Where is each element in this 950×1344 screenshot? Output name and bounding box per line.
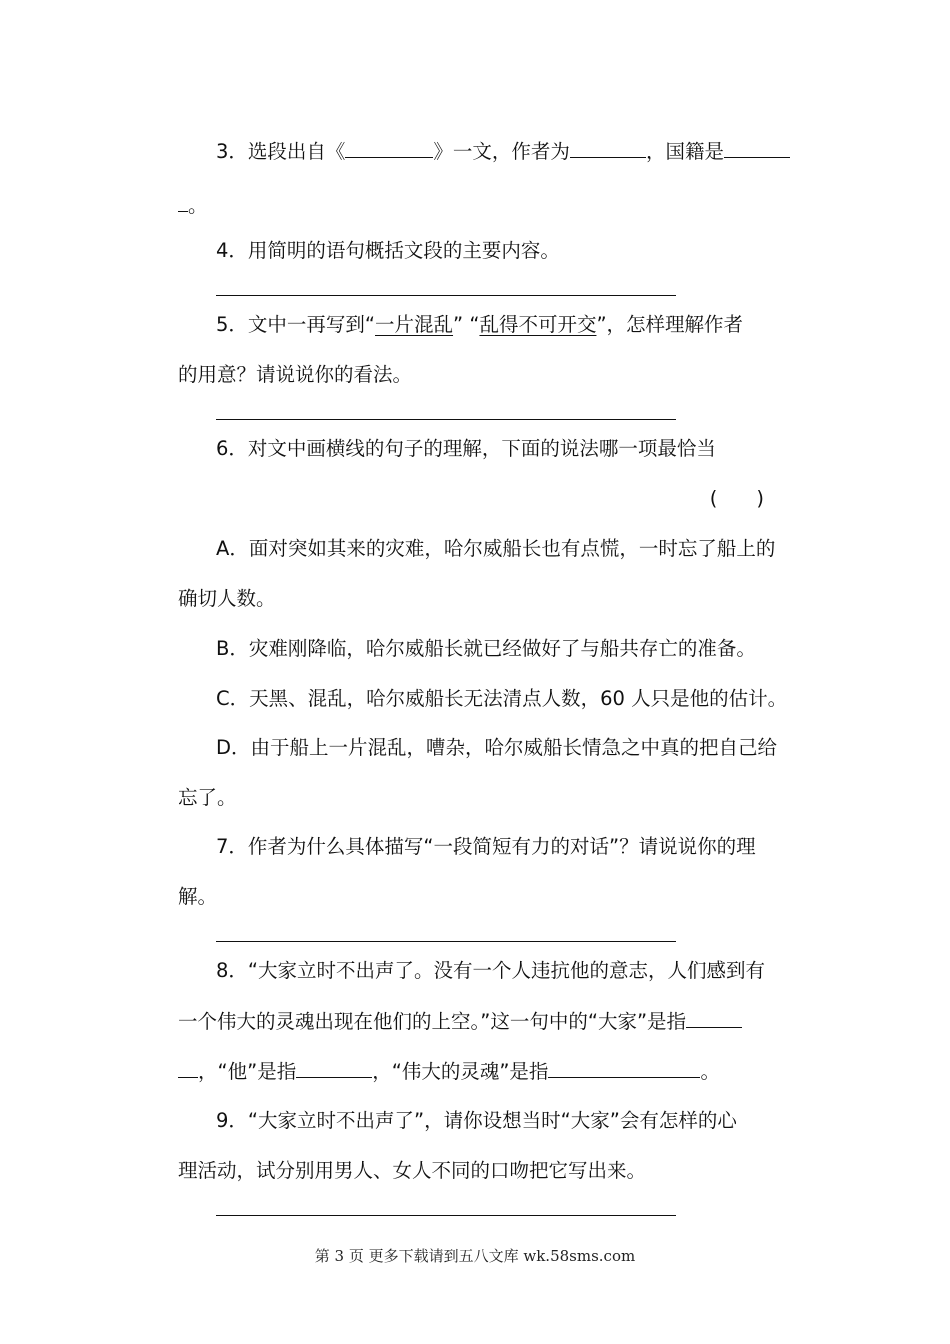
answer-line-q5	[216, 419, 676, 420]
q3-blank-author	[570, 137, 646, 158]
question-8-line2	[178, 1007, 772, 1036]
q5-underlined-1: 一片混乱	[375, 313, 454, 336]
q8-p1: ，“他”是指	[198, 1060, 297, 1083]
question-3-cont	[178, 191, 772, 220]
question-8-line3	[178, 1057, 772, 1086]
question-9-cont: 理活动，试分别用男人、女人不同的口吻把它写出来。	[178, 1159, 647, 1182]
q8-blank-ta	[296, 1057, 372, 1078]
q8-p2: ，“伟大的灵魂”是指	[372, 1060, 549, 1083]
q6-option-c: C．天黑、混乱，哈尔威船长无法清点人数，60 人只是他的估计。	[216, 687, 788, 710]
q8-blank-linghun	[548, 1057, 700, 1078]
q8-blank-dajia-cont	[178, 1057, 198, 1078]
q5-part3: ”，怎样理解作者	[596, 313, 744, 336]
q5-part2: ” “	[453, 313, 480, 336]
question-7: 7．作者为什么具体描写“一段简短有力的对话”？请说说你的理	[216, 835, 756, 858]
q3-end: 。	[188, 194, 208, 217]
answer-line-q9	[216, 1215, 676, 1216]
page-footer: 第 3 页 更多下载请到五八文库 wk.58sms.com	[314, 1247, 636, 1265]
question-5	[216, 311, 772, 339]
q6-option-a-cont: 确切人数。	[178, 587, 276, 610]
q3-blank-nationality	[724, 137, 790, 158]
q6-option-a: A．面对突如其来的灾难，哈尔威船长也有点慌，一时忘了船上的	[216, 537, 776, 560]
question-6: 6．对文中画横线的句子的理解，下面的说法哪一项最恰当	[216, 437, 716, 460]
question-8: 8．“大家立时不出声了。没有一个人违抗他的意志，人们感到有	[216, 959, 766, 982]
q3-mid2: ，国籍是	[645, 140, 724, 163]
answer-line-q7	[216, 941, 676, 942]
question-9: 9．“大家立时不出声了”，请你设想当时“大家”会有怎样的心	[216, 1109, 737, 1132]
q6-answer-bracket: ( )	[709, 487, 764, 510]
q8-blank-dajia	[686, 1007, 742, 1028]
q5-part1: 5．文中一再写到“	[216, 313, 376, 336]
question-7-cont: 解。	[178, 885, 218, 908]
q6-option-d-cont: 忘了。	[178, 786, 237, 809]
q8-p3: 。	[700, 1060, 720, 1083]
q6-option-b: B．灾难刚降临，哈尔威船长就已经做好了与船共存亡的准备。	[216, 637, 756, 660]
q5-underlined-2: 乱得不可开交	[479, 313, 597, 336]
q8-line2-text: 一个伟大的灵魂出现在他们的上空。”这一句中的“大家”是指	[178, 1010, 687, 1033]
question-3	[216, 137, 772, 166]
question-4: 4．用简明的语句概括文段的主要内容。	[216, 239, 560, 262]
q3-blank-title	[345, 137, 433, 158]
q6-option-d: D．由于船上一片混乱，嘈杂，哈尔威船长情急之中真的把自己给	[216, 736, 778, 759]
q3-prefix: 3．选段出自《	[216, 140, 346, 163]
question-5-cont: 的用意？请说说你的看法。	[178, 363, 413, 386]
answer-line-q4	[216, 295, 676, 296]
q3-mid1: 》一文，作者为	[433, 140, 570, 163]
q3-blank-cont	[178, 191, 188, 212]
